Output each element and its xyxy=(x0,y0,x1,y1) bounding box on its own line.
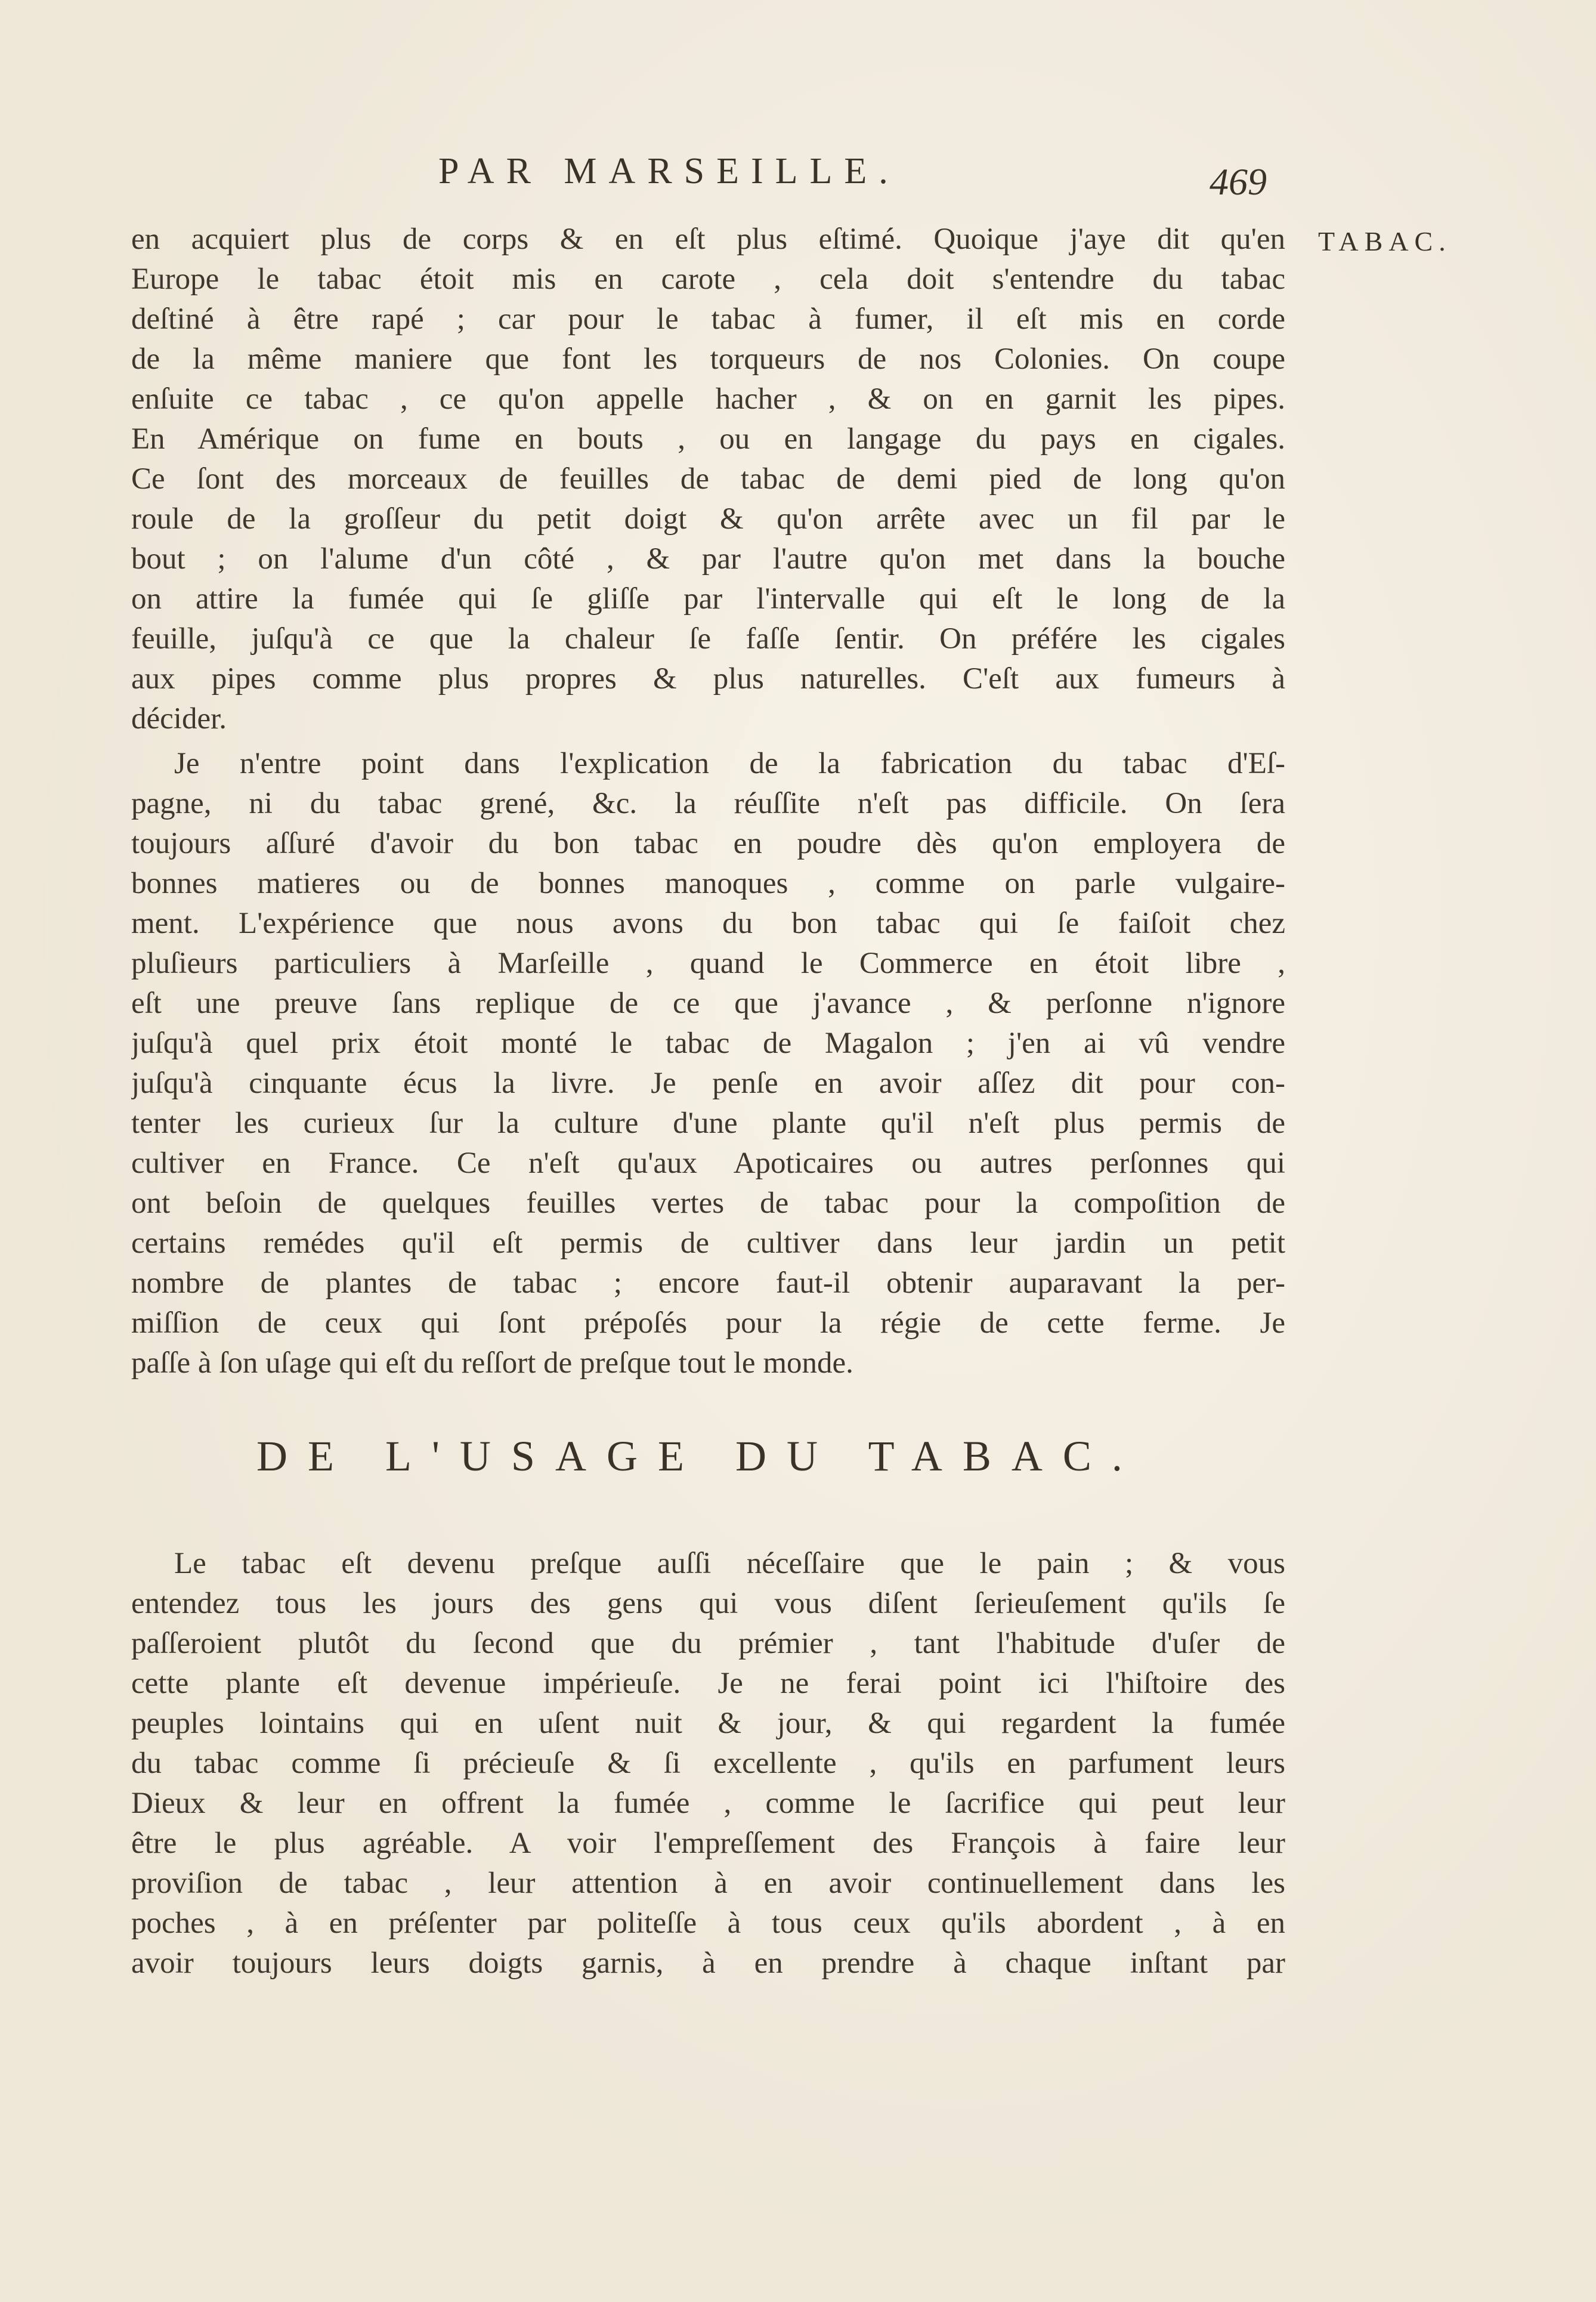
text-line: poches , à en préſenter par politeſſe à tous ceux qu'ils abordent , à en xyxy=(131,1907,1285,1940)
section-title: DE L'USAGE DU TABAC. xyxy=(256,1432,1143,1480)
text-line: bonnes matieres ou de bonnes manoques , comme on parle vulgaire- xyxy=(131,867,1285,900)
text-line: Le tabac eſt devenu preſque auſſi néceſſaire que le pain ; & vous xyxy=(174,1547,1285,1580)
text-line: juſqu'à quel prix étoit monté le tabac de Magalon ; j'en ai vû vendre xyxy=(131,1027,1285,1060)
text-line: ont beſoin de quelques feuilles vertes de tabac pour la compoſition de xyxy=(131,1186,1285,1220)
text-line: proviſion de tabac , leur attention à en avoir continuellement dans les xyxy=(131,1867,1285,1900)
text-line: aux pipes comme plus propres & plus naturelles. C'eſt aux fumeurs à xyxy=(131,662,1285,696)
text-line: on attire la fumée qui ſe gliſſe par l'intervalle qui eſt le long de la xyxy=(131,582,1285,616)
section-paragraph xyxy=(131,1544,1285,1983)
text-line: pagne, ni du tabac grené, &c. la réuſſite n'eſt pas difficile. On ſera xyxy=(131,787,1285,820)
text-line: Ce ſont des morceaux de feuilles de tabac de demi pied de long qu'on xyxy=(131,462,1285,496)
text-line: roule de la groſſeur du petit doigt & qu'on arrête avec un fil par le xyxy=(131,502,1285,536)
text-line: juſqu'à cinquante écus la livre. Je penſe en avoir aſſez dit pour con- xyxy=(131,1067,1285,1100)
text-line: certains remédes qu'il eſt permis de cultiver dans leur jardin un petit xyxy=(131,1226,1285,1260)
paragraph-1 xyxy=(131,220,1285,739)
text-line: entendez tous les jours des gens qui vous diſent ſerieuſement qu'ils ſe xyxy=(131,1587,1285,1620)
text-line: bout ; on l'alume d'un côté , & par l'autre qu'on met dans la bouche xyxy=(131,542,1285,576)
text-line: de la même maniere que font les torqueurs de nos Colonies. On coupe xyxy=(131,342,1285,376)
text-line: tenter les curieux ſur la culture d'une plante qu'il n'eſt plus permis de xyxy=(131,1107,1285,1140)
text-line: nombre de plantes de tabac ; encore faut-il obtenir auparavant la per- xyxy=(131,1266,1285,1300)
text-line: avoir toujours leurs doigts garnis, à en prendre à chaque inſtant par xyxy=(131,1946,1285,1980)
text-line: cette plante eſt devenue impérieuſe. Je ne ferai point ici l'hiſtoire des xyxy=(131,1667,1285,1700)
text-line: Dieux & leur en offrent la fumée , comme le ſacrifice qui peut leur xyxy=(131,1787,1285,1820)
text-line: être le plus agréable. A voir l'empreſſement des François à faire leur xyxy=(131,1827,1285,1860)
margin-note: TABAC. xyxy=(1318,226,1452,257)
text-line: ment. L'expérience que nous avons du bon tabac qui ſe faiſoit chez xyxy=(131,907,1285,940)
text-line: décider. xyxy=(131,702,227,736)
text-line: peuples lointains qui en uſent nuit & jour, & qui regardent la fumée xyxy=(131,1707,1285,1740)
text-line: deſtiné à être rapé ; car pour le tabac à fumer, il eſt mis en corde xyxy=(131,302,1285,336)
text-line: Je n'entre point dans l'explication de la fabrication du tabac d'Eſ- xyxy=(174,747,1285,780)
text-line: feuille, juſqu'à ce que la chaleur ſe faſſe ſentir. On préfére les cigales xyxy=(131,622,1285,656)
text-line: miſſion de ceux qui ſont prépoſés pour la régie de cette ferme. Je xyxy=(131,1306,1285,1340)
text-line: cultiver en France. Ce n'eſt qu'aux Apoticaires ou autres perſonnes qui xyxy=(131,1147,1285,1180)
text-line: En Amérique on fume en bouts , ou en langage du pays en cigales. xyxy=(131,422,1285,456)
text-line: toujours aſſuré d'avoir du bon tabac en poudre dès qu'on employera de xyxy=(131,827,1285,860)
text-line: paſſe à ſon uſage qui eſt du reſſort de preſque tout le monde. xyxy=(131,1346,853,1380)
paragraph-2 xyxy=(131,744,1285,1383)
text-line: paſſeroient plutôt du ſecond que du prémier , tant l'habitude d'uſer de xyxy=(131,1627,1285,1660)
text-line: enſuite ce tabac , ce qu'on appelle hacher , & on en garnit les pipes. xyxy=(131,382,1285,416)
text-line: en acquiert plus de corps & en eſt plus eſtimé. Quoique j'aye dit qu'en xyxy=(131,223,1285,256)
text-line: du tabac comme ſi précieuſe & ſi excellente , qu'ils en parfument leurs xyxy=(131,1747,1285,1780)
running-head: PAR MARSEILLE. xyxy=(438,151,900,191)
text-line: eſt une preuve ſans replique de ce que j'avance , & perſonne n'ignore xyxy=(131,987,1285,1020)
page-number: 469 xyxy=(1210,160,1267,203)
text-line: pluſieurs particuliers à Marſeille , quand le Commerce en étoit libre , xyxy=(131,947,1285,980)
text-line: Europe le tabac étoit mis en carote , cela doit s'entendre du tabac xyxy=(131,262,1285,296)
